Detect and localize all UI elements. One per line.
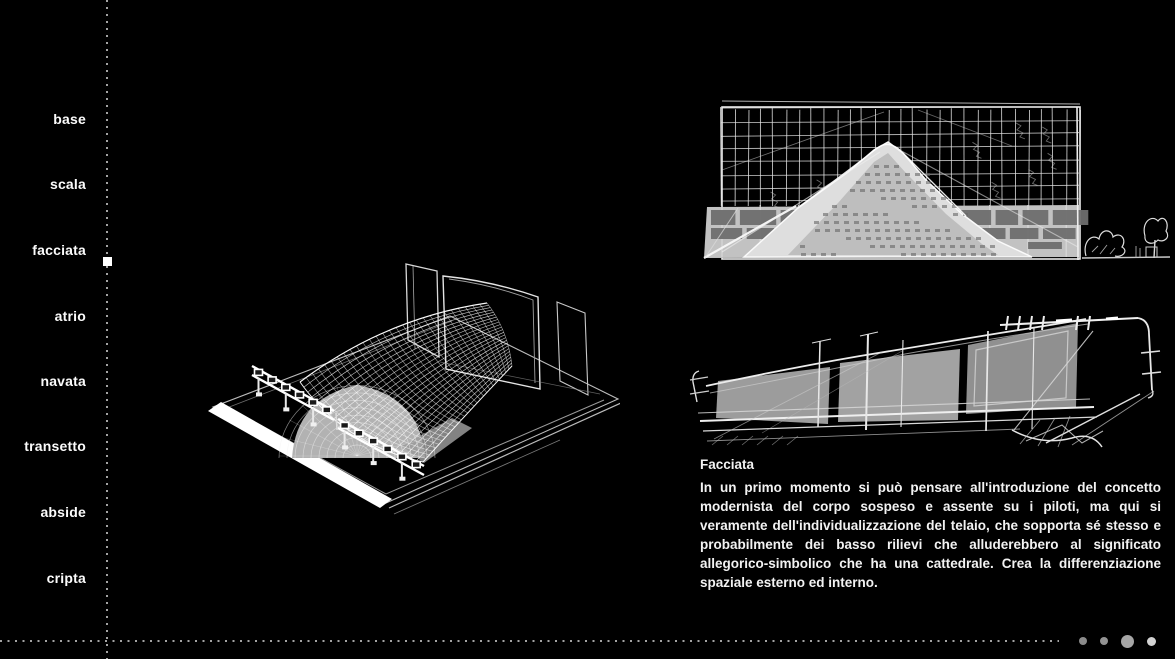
side-elevation-figure xyxy=(685,305,1165,450)
sidebar-item-base[interactable]: base xyxy=(53,111,86,127)
sidebar-item-scala[interactable]: scala xyxy=(49,176,86,192)
vertical-dotted-divider xyxy=(106,0,108,659)
pagination-dot-1[interactable] xyxy=(1079,637,1087,645)
sidebar-item-atrio[interactable]: atrio xyxy=(54,308,86,324)
facade-elevation-figure xyxy=(698,88,1175,280)
active-section-marker xyxy=(103,257,112,266)
sidebar-item-cripta[interactable]: cripta xyxy=(46,570,86,586)
facade-elevation-drawing xyxy=(698,88,1175,280)
description-body: In un primo momento si può pensare all'introduzione del concetto modernista del corpo sospeso e assente su i piloti, ma qui si veramente dell'individualizzazione del telaio, che sopporta sé stesso e probabilmente dei basso rilievi che alluderebbero al significato allegorico-simbolico che ha una cattedrale. Crea la differenziazione spaziale esterno ed interno. xyxy=(700,480,1161,590)
description-panel xyxy=(700,455,1161,592)
side-elevation-drawing xyxy=(685,305,1165,450)
sidebar-item-abside[interactable]: abside xyxy=(40,504,86,520)
sidebar-item-facciata[interactable]: facciata xyxy=(32,242,86,258)
pagination xyxy=(1079,632,1169,650)
axonometric-wireframe-drawing xyxy=(195,252,620,530)
horizontal-dotted-divider xyxy=(0,640,1059,642)
pagination-dot-3[interactable] xyxy=(1121,635,1134,648)
sidebar-item-navata[interactable]: navata xyxy=(40,373,86,389)
axonometric-wireframe-figure xyxy=(195,252,620,530)
pagination-dot-4[interactable] xyxy=(1147,637,1156,646)
sidebar-item-transetto[interactable]: transetto xyxy=(24,438,86,454)
description-title: Facciata xyxy=(700,457,755,472)
pagination-dot-2[interactable] xyxy=(1100,637,1108,645)
sidebar-nav xyxy=(0,0,92,659)
